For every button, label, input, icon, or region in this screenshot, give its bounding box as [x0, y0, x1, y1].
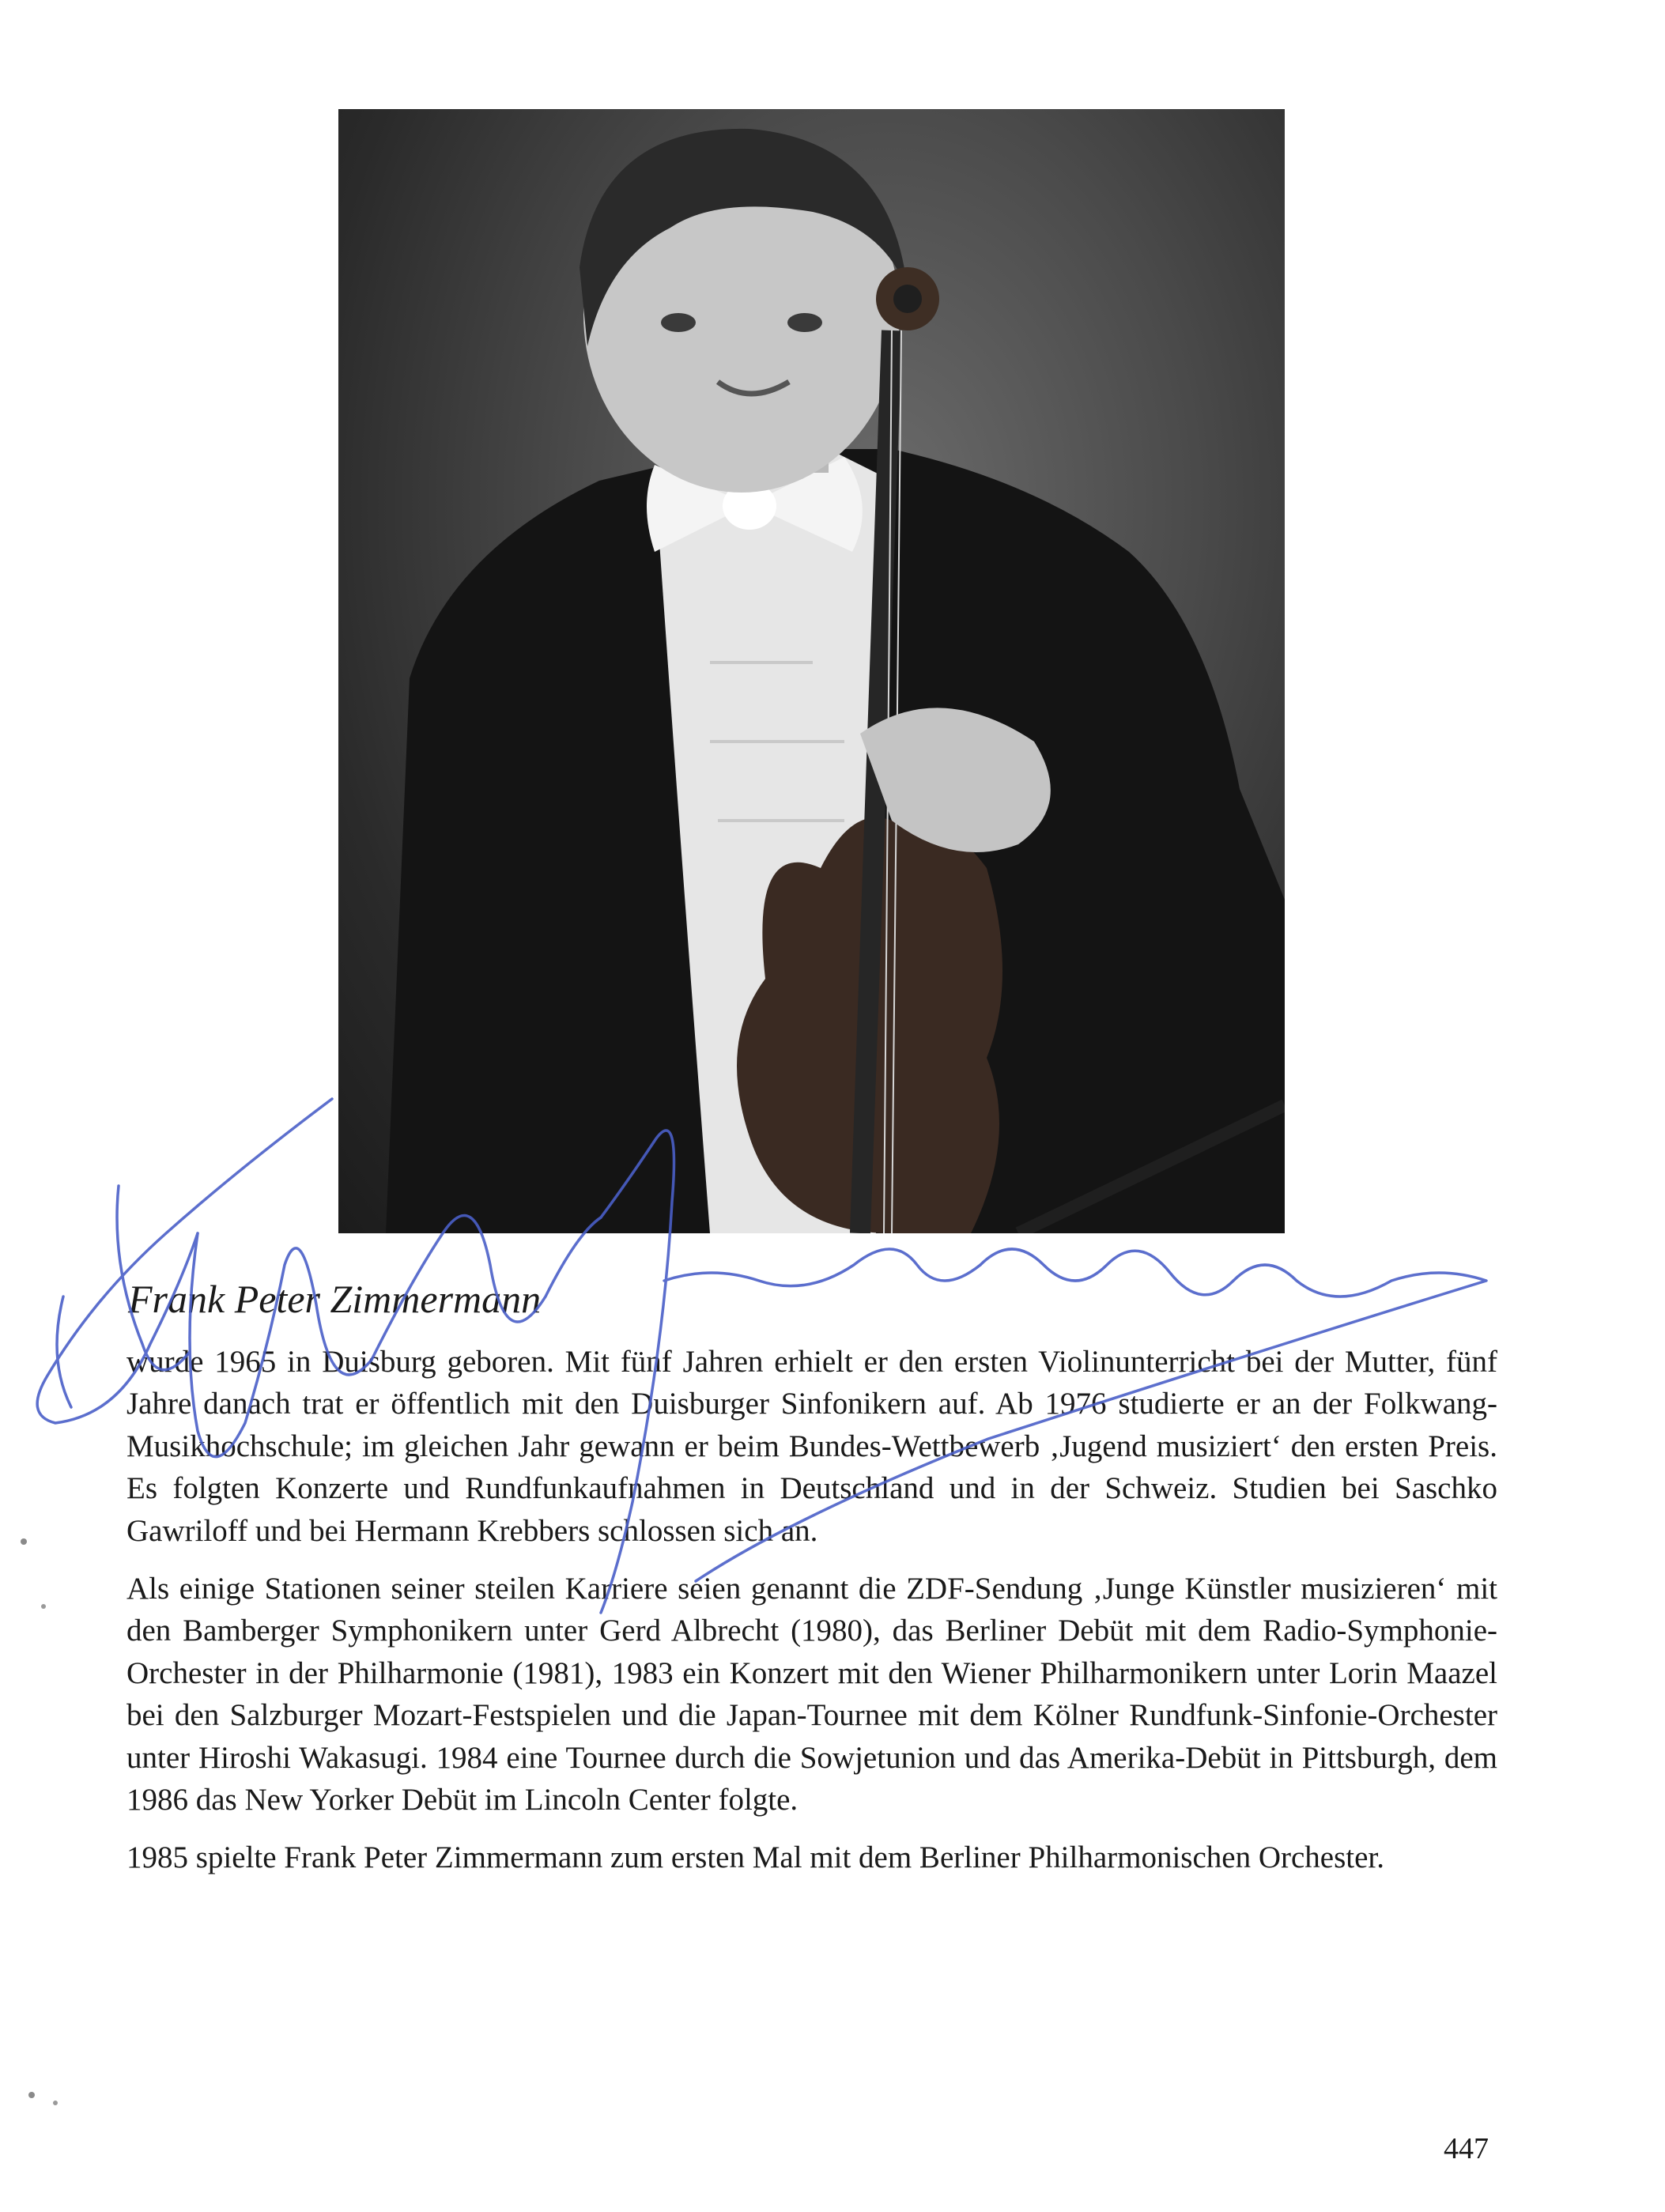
- biography-paragraph-2: Als einige Stationen seiner steilen Karriere seien genannt die ZDF-Sendung ‚Junge Künstler musizieren‘ mit den Bamberger Symphonikern unter Gerd Albrecht (1980), das Berliner Debüt mit dem Radio-Symphonie-Orchester in der Philharmonie (1981), 1983 ein Konzert mit den Wiener Philharmonikern unter Lorin Maazel bei den Salzburger Mozart-Festspielen und die Japan-Tournee mit dem Kölner Rundfunk-Sinfonie-Orchester unter Hiroshi Wakasugi. 1984 eine Tournee durch die Sowjetunion und das Amerika-Debüt in Pittsburgh, dem 1986 das New Yorker Debüt im Lincoln Center folgte.: [126, 1572, 1497, 1818]
- biography-paragraph-1: wurde 1965 in Duisburg geboren. Mit fünf Jahren erhielt er den ersten Violinunterricht bei der Mutter, fünf Jahre danach trat er öffentlich mit den Duisburger Sinfonikern auf. Ab 1976 studierte er an der Folkwang-Musikhochschule; im gleichen Jahr gewann er beim Bundes-Wettbewerb ‚Jugend musiziert‘ den ersten Preis. Es folgten Konzerte und Rundfunkaufnahmen in Deutschland und in der Schweiz. Studien bei Saschko Gawriloff und bei Hermann Krebbers schlossen sich an.: [126, 1345, 1497, 1548]
- portrait-illustration: [338, 109, 1285, 1233]
- biography-paragraph-3: 1985 spielte Frank Peter Zimmermann zum ersten Mal mit dem Berliner Philharmonischen Orchester.: [126, 1840, 1385, 1875]
- page-number: 447: [1444, 2132, 1489, 2165]
- artist-name-heading: Frank Peter Zimmermann: [128, 1277, 542, 1321]
- portrait-photo: [338, 109, 1285, 1233]
- biography-text: [126, 1341, 1497, 1895]
